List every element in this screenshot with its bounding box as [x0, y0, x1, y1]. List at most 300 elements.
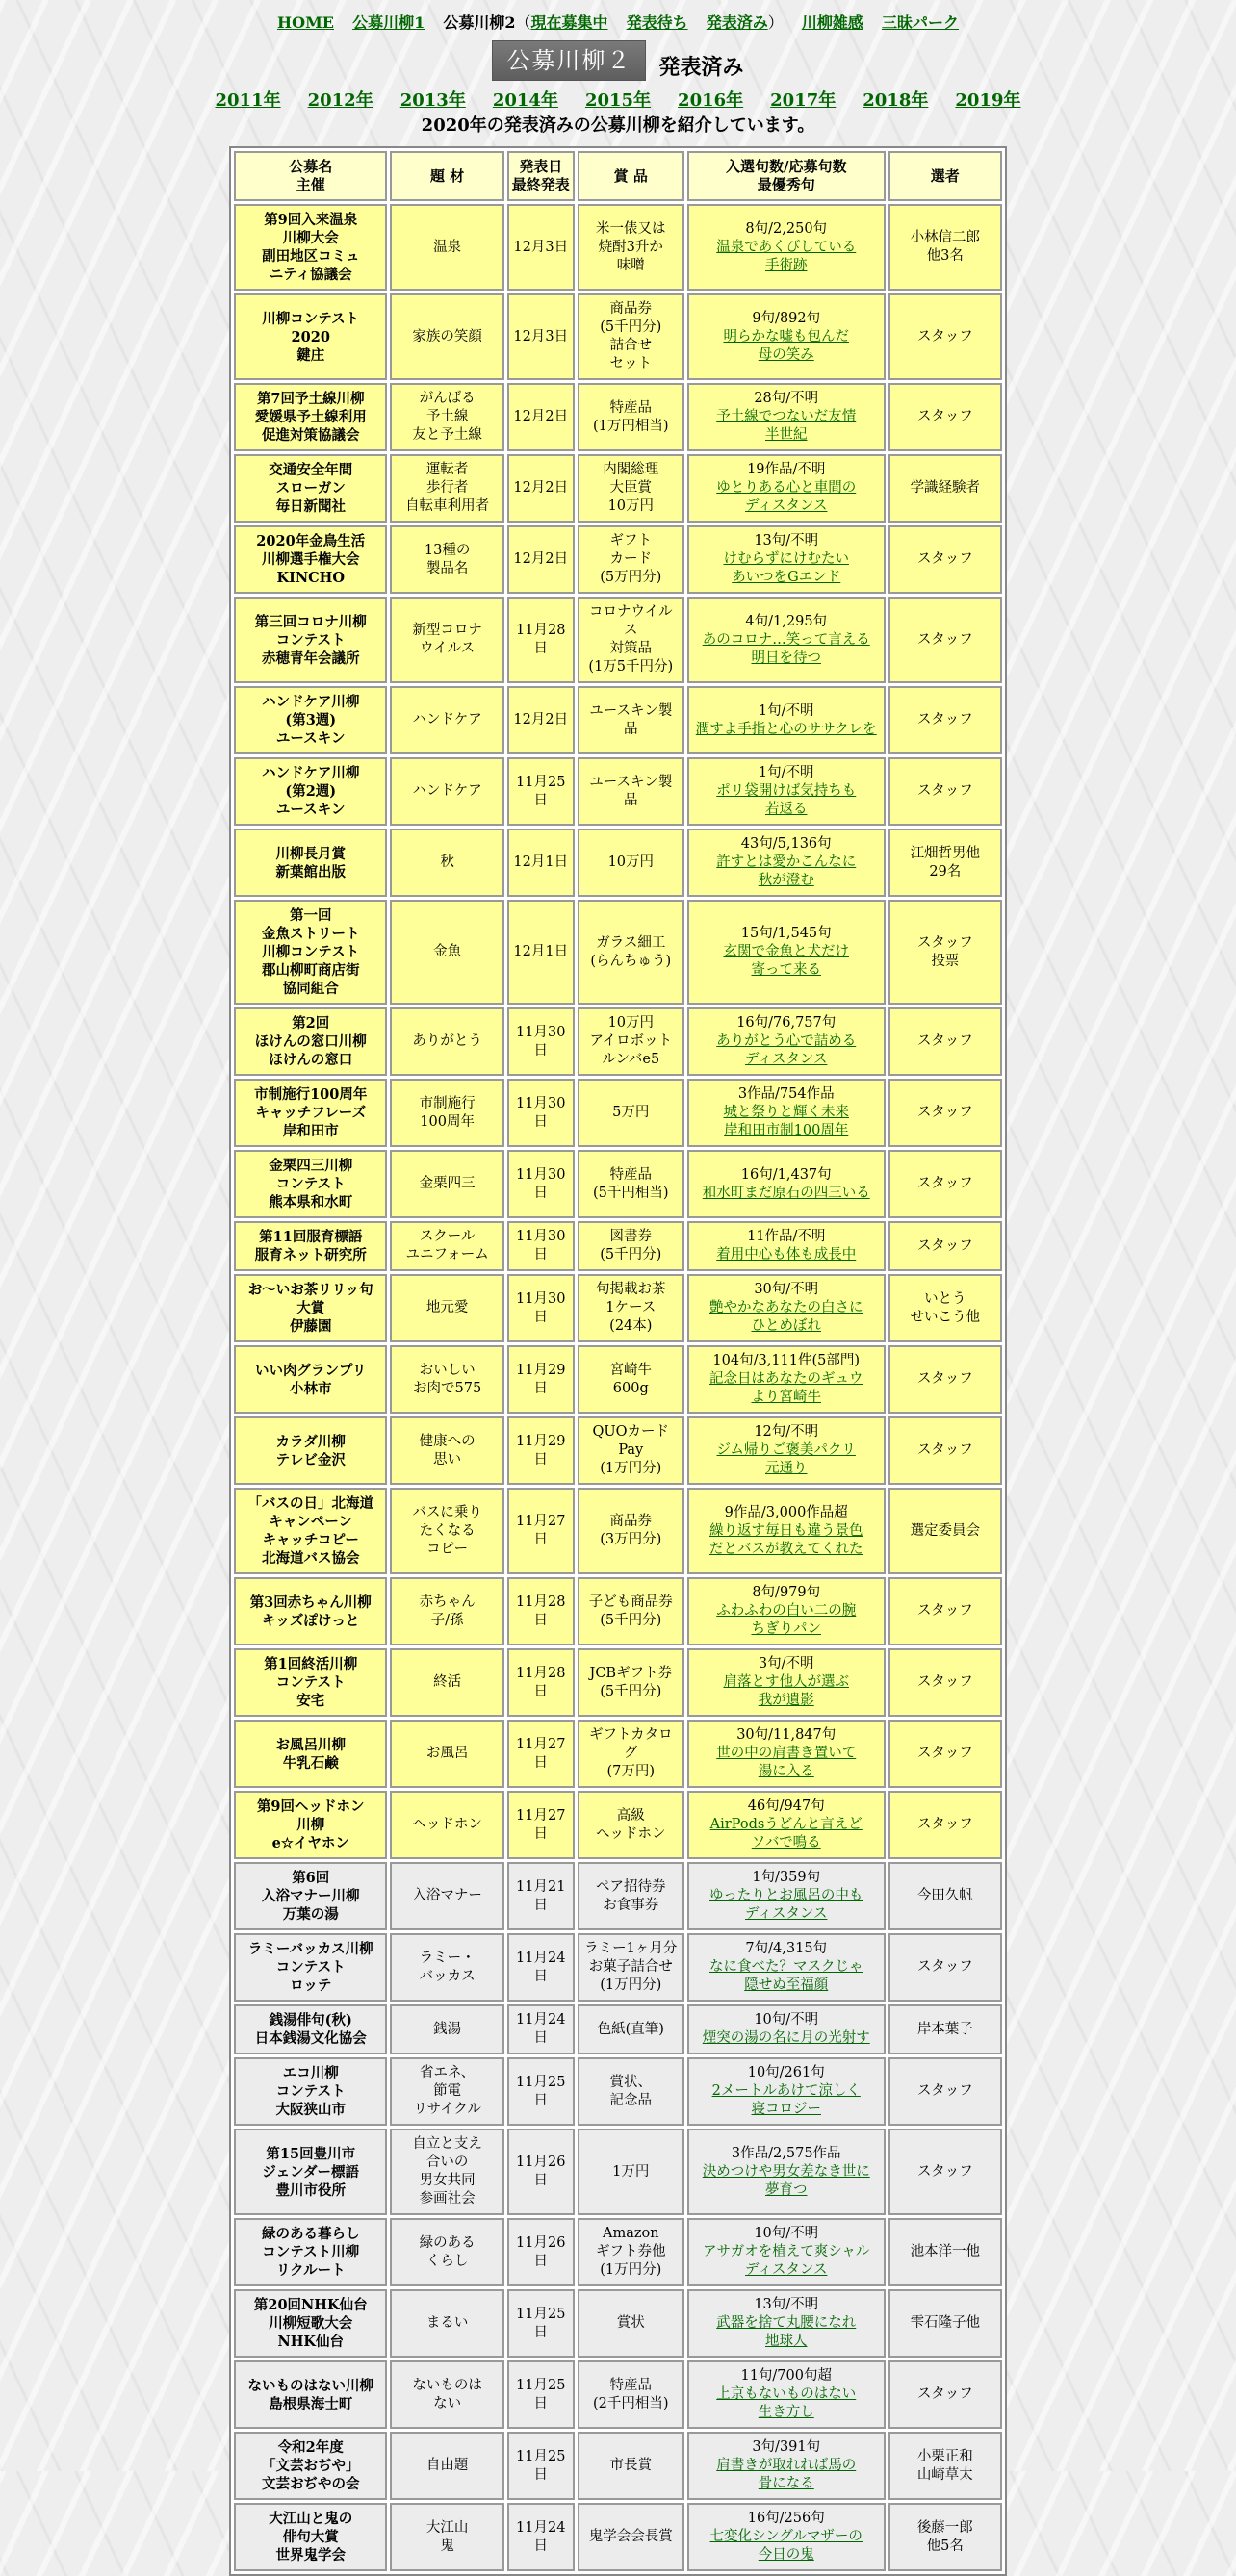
table-row: [234, 757, 1002, 826]
table-row: [234, 829, 1002, 897]
best-verse-line: 2メートルあけて涼しく: [711, 2083, 861, 2099]
year-link[interactable]: 2012年: [307, 90, 373, 111]
cell-line: 賞状、: [609, 2074, 653, 2090]
best-verse-line: 若返る: [764, 802, 808, 817]
judge-cell: [888, 900, 1002, 1005]
cell-line: お風呂川柳: [275, 1736, 346, 1753]
prize-cell: [578, 1274, 684, 1342]
nav-zakkan-link[interactable]: 川柳雑感: [801, 13, 863, 32]
best-verse-link[interactable]: [703, 2244, 869, 2278]
cell-line: スタッフ: [916, 1033, 973, 1049]
cell-line: e☆イヤホン: [271, 1835, 349, 1851]
cell-line: キャンペーン: [269, 1514, 353, 1530]
cell-line: 予土線: [425, 409, 469, 424]
best-verse-link[interactable]: [709, 1959, 863, 1993]
theme-cell: [390, 1488, 503, 1574]
contest-name-cell: [234, 686, 387, 754]
cell-line: (1万5千円分): [588, 659, 674, 675]
nav-announced-link[interactable]: 発表済み: [706, 13, 768, 32]
header-date: 発表日 最終発表: [507, 151, 575, 201]
cell-line: 対策品: [609, 641, 653, 656]
prize-cell: [578, 2129, 684, 2215]
cell-line: 川柳コンテスト: [262, 310, 360, 327]
best-verse-line: 記念日はあなたのギュウ: [708, 1371, 863, 1387]
cell-line: 品: [624, 792, 638, 808]
best-verse-line: けむらずにけむたい: [723, 551, 849, 567]
date-cell: 11月30日: [507, 1150, 575, 1218]
table-row: [234, 2432, 1002, 2500]
cell-line: スタッフ: [916, 1746, 973, 1761]
best-verse-line: 肩落とす他人が選ぶ: [723, 1674, 849, 1690]
entry-count: 12句/不明: [754, 1424, 819, 1440]
judge-cell: [888, 1007, 1002, 1076]
cell-line: 川柳: [296, 1817, 325, 1833]
best-verse-link[interactable]: [723, 1674, 849, 1708]
cell-line: 特産品: [609, 399, 653, 416]
best-verse-link[interactable]: [703, 2030, 870, 2046]
cell-line: がんばる: [419, 391, 476, 406]
year-link[interactable]: 2014年: [492, 90, 558, 111]
cell-line: 交通安全年間: [269, 462, 353, 478]
table-row: [234, 204, 1002, 291]
cell-line: 大臣賞: [609, 480, 653, 496]
cell-line: ルンバe5: [602, 1052, 660, 1067]
header-result: 入選句数/応募句数 最優秀句: [687, 151, 886, 201]
cell-line: スタッフ: [916, 2163, 973, 2180]
date-cell: 12月3日: [507, 204, 575, 291]
year-link[interactable]: 2019年: [955, 90, 1021, 111]
judge-cell: [888, 686, 1002, 754]
best-verse-line: ひとめぼれ: [751, 1318, 821, 1334]
judge-cell: [888, 1577, 1002, 1645]
best-verse-line: 玄関で金魚と犬だけ: [723, 944, 849, 959]
cell-line: 学識経験者: [910, 480, 981, 496]
cell-line: 第7回予土線川柳: [256, 391, 365, 407]
cell-line: お食事券: [603, 1897, 659, 1913]
year-link[interactable]: 2015年: [584, 90, 652, 111]
contest-name-cell: [234, 2360, 387, 2429]
header-theme: 題 材: [390, 151, 503, 201]
cell-line: 宮崎牛: [609, 1362, 653, 1378]
prize-cell: [578, 1150, 684, 1218]
cell-line: バスに乗り: [412, 1504, 482, 1520]
date-cell: 11月30日: [507, 1007, 575, 1076]
judge-cell: [888, 1791, 1002, 1859]
theme-cell: [390, 525, 503, 594]
best-verse-link[interactable]: [709, 1523, 863, 1557]
date-cell: 11月25日: [507, 2057, 575, 2126]
best-verse-link[interactable]: [709, 1300, 863, 1334]
best-verse-line: アサガオを植えて爽シャル: [703, 2244, 870, 2259]
cell-line: スタッフ: [916, 934, 973, 951]
judge-cell: [888, 1345, 1002, 1414]
cell-line: 銭湯: [433, 2021, 462, 2037]
result-cell: [687, 2289, 886, 2358]
judge-cell: [888, 1933, 1002, 2002]
cell-line: 伊藤園: [289, 1318, 332, 1335]
cell-line: 第11回服育標語: [259, 1229, 363, 1245]
year-link[interactable]: 2013年: [399, 90, 466, 111]
theme-cell: [390, 2004, 503, 2054]
result-cell: [687, 2503, 886, 2571]
prize-cell: [578, 2057, 684, 2126]
cell-line: 第9回入来温泉: [264, 212, 358, 228]
entry-count: 9作品/3,000作品超: [724, 1504, 848, 1520]
year-link[interactable]: 2011年: [215, 90, 281, 111]
best-verse-link[interactable]: [703, 2164, 870, 2198]
entry-count: 4句/1,295句: [745, 613, 828, 629]
judge-cell: [888, 1221, 1002, 1271]
best-verse-link[interactable]: [716, 783, 856, 817]
cell-line: 第6回: [292, 1870, 330, 1886]
result-cell: [687, 454, 886, 523]
cell-line: 自立と支え: [412, 2136, 482, 2152]
table-row: [234, 1007, 1002, 1076]
prize-cell: [578, 525, 684, 594]
contest-name-cell: [234, 293, 387, 380]
cell-line: スタッフ: [916, 712, 973, 727]
cell-line: コンテスト: [275, 1959, 346, 1976]
best-verse-line: 上京もないものはない: [716, 2386, 857, 2402]
cell-line: キャッチコピー: [262, 1532, 359, 1548]
cell-line: ロッテ: [290, 1977, 332, 1994]
cell-line: ヘッドホン: [596, 1825, 666, 1842]
cell-line: (5千円分): [600, 1683, 662, 1699]
best-verse-link[interactable]: [716, 2458, 856, 2491]
best-verse-link[interactable]: [723, 551, 849, 585]
table-row: [234, 2360, 1002, 2429]
cell-line: いい肉グランプリ: [255, 1362, 367, 1379]
cell-line: 市長賞: [609, 2458, 653, 2473]
contest-name-cell: [234, 1345, 387, 1414]
entry-count: 10句/不明: [754, 2012, 819, 2028]
cell-line: 参画社会: [419, 2191, 476, 2206]
cell-line: ラミー・: [419, 1950, 476, 1966]
cell-line: (1万円相当): [593, 418, 669, 434]
best-verse-link[interactable]: [716, 2386, 856, 2420]
cell-line: 大江山と鬼の: [269, 2511, 353, 2527]
table-row: [234, 383, 1002, 451]
cell-line: せいこう他: [910, 1309, 981, 1325]
cell-line: 詰合せ: [609, 338, 653, 353]
prize-cell: [578, 2360, 684, 2429]
judge-cell: [888, 2004, 1002, 2054]
judge-cell: [888, 757, 1002, 826]
cell-line: 川柳大会: [282, 230, 339, 246]
best-verse-link[interactable]: [716, 1603, 856, 1637]
theme-cell: [390, 1079, 503, 1147]
judge-cell: [888, 2432, 1002, 2500]
best-verse-link[interactable]: [716, 240, 856, 273]
nav-zanmai-link[interactable]: 三昧パーク: [881, 13, 959, 32]
contest-name-cell: [234, 1150, 387, 1218]
cell-line: ハンドケア: [412, 783, 482, 799]
judge-cell: [888, 2289, 1002, 2358]
cell-line: たくなる: [419, 1522, 476, 1539]
best-verse-link[interactable]: [723, 944, 849, 978]
entry-count: 8句/2,250句: [745, 220, 828, 237]
best-verse-link[interactable]: [723, 329, 849, 363]
date-cell: 12月2日: [507, 525, 575, 594]
entry-count: 28句/不明: [754, 391, 819, 406]
date-cell: 11月30日: [507, 1221, 575, 1271]
best-verse-link[interactable]: [716, 1746, 856, 1779]
contest-name-cell: [234, 2218, 387, 2286]
best-verse-link[interactable]: [716, 1247, 856, 1262]
cell-line: ヘッドホン: [412, 1817, 482, 1832]
title-row: [0, 40, 1236, 83]
result-cell: [687, 829, 886, 897]
result-cell: [687, 1007, 886, 1076]
year-links: [0, 87, 1236, 110]
best-verse-line: 手術跡: [764, 257, 808, 273]
cell-line: ないものは: [412, 2377, 482, 2393]
table-row: [234, 2218, 1002, 2286]
best-verse-link[interactable]: [710, 1817, 863, 1850]
table-row: [234, 1933, 1002, 2002]
cell-line: 市制施行100周年: [254, 1086, 368, 1103]
table-row: [234, 1416, 1002, 1485]
best-verse-line: 寝コロジー: [751, 2102, 821, 2117]
entry-count: 11句/700句超: [740, 2368, 832, 2384]
best-verse-line: 隠せぬ至福顔: [744, 1977, 829, 1993]
theme-cell: [390, 686, 503, 754]
best-verse-link[interactable]: [709, 1371, 863, 1405]
cell-line: おいしい: [419, 1362, 476, 1378]
cell-line: 第15回豊川市: [266, 2145, 356, 2162]
table-row: [234, 1862, 1002, 1930]
year-link[interactable]: 2016年: [678, 90, 744, 111]
date-cell: 12月2日: [507, 686, 575, 754]
best-verse-link[interactable]: [709, 1888, 863, 1922]
judge-cell: [888, 1274, 1002, 1342]
cell-line: (5万円分): [600, 570, 662, 585]
best-verse-line: 母の笑み: [758, 346, 814, 363]
result-cell: [687, 293, 886, 380]
best-verse-line: ポリ袋開けば気持ちも: [716, 783, 857, 799]
cell-line: 第1回終活川柳: [264, 1656, 358, 1672]
cell-line: コンテスト: [275, 631, 346, 649]
result-cell: [687, 2004, 886, 2054]
best-verse-link[interactable]: [716, 480, 856, 514]
best-verse-line: なに食べた？マスクじゃ: [708, 1959, 863, 1975]
cell-line: グ: [624, 1746, 638, 1761]
prize-cell: [578, 1933, 684, 2002]
nav-recruiting-link[interactable]: 現在募集中: [530, 13, 608, 32]
theme-cell: [390, 2289, 503, 2358]
cell-line: くらし: [425, 2253, 469, 2269]
best-verse-line: 夢育つ: [764, 2181, 808, 2198]
cell-line: 副田地区コミュ: [262, 248, 360, 265]
cell-line: 健康への: [419, 1433, 476, 1449]
entry-count: 10句/261句: [747, 2065, 825, 2080]
best-verse-line: 岸和田市制100周年: [724, 1123, 849, 1138]
cell-line: 北海道バス協会: [261, 1550, 360, 1567]
cell-line: 新型コロナ: [412, 623, 482, 638]
best-verse-line: 生き方し: [758, 2405, 814, 2420]
entry-count: 10句/不明: [754, 2226, 819, 2241]
cell-line: スローガン: [275, 480, 346, 497]
cell-line: 13種の: [424, 542, 471, 558]
table-row: [234, 900, 1002, 1005]
theme-cell: [390, 1933, 503, 2002]
theme-cell: [390, 1274, 503, 1342]
theme-cell: [390, 1577, 503, 1645]
cell-line: 第一回: [289, 907, 332, 924]
contest-name-cell: [234, 1416, 387, 1485]
cell-line: お～いお茶リリッ句: [247, 1282, 373, 1298]
best-verse-line: 骨になる: [758, 2476, 814, 2491]
table-row: [234, 1274, 1002, 1342]
cell-line: スタッフ: [916, 1371, 973, 1387]
best-verse-link[interactable]: [703, 1186, 870, 1201]
cell-line: 男女共同: [419, 2173, 476, 2188]
entry-count: 104句/3,111件(5部門): [712, 1353, 861, 1368]
cell-line: 「文芸おぢや」: [261, 2458, 360, 2474]
entry-count: 1句/不明: [758, 765, 814, 780]
cell-line: 子/孫: [430, 1612, 464, 1628]
date-cell: 12月3日: [507, 293, 575, 380]
cell-line: 内閣総理: [603, 462, 659, 477]
cell-line: 大江山: [425, 2519, 469, 2536]
cell-line: QUOカード: [592, 1424, 670, 1440]
cell-line: ハンドケア川柳: [262, 765, 360, 781]
year-link[interactable]: 2017年: [770, 90, 837, 111]
judge-cell: [888, 1079, 1002, 1147]
cell-line: 合いの: [425, 2155, 469, 2170]
cell-line: 特産品: [609, 2377, 653, 2393]
entry-count: 3句/391句: [752, 2439, 821, 2455]
best-verse-line: 城と祭りと輝く未来: [723, 1105, 849, 1120]
theme-cell: [390, 2360, 503, 2429]
cell-line: (1万円分): [600, 1977, 662, 1993]
cell-line: 第20回NHK仙台: [253, 2297, 368, 2313]
result-cell: [687, 2129, 886, 2215]
best-verse-link[interactable]: [716, 1033, 856, 1067]
cell-line: 金魚ストリート: [261, 926, 360, 942]
cell-line: コピー: [426, 1541, 469, 1557]
best-verse-link[interactable]: [717, 1442, 856, 1476]
cell-line: 豊川市役所: [275, 2181, 346, 2199]
best-verse-line: 半世紀: [764, 427, 808, 443]
prize-cell: [578, 454, 684, 523]
best-verse-link[interactable]: [716, 409, 856, 443]
prize-cell: [578, 2218, 684, 2286]
contest-name-cell: [234, 1488, 387, 1574]
entry-count: 16句/1,437句: [740, 1166, 832, 1183]
cell-line: お菓子詰合せ: [588, 1959, 673, 1975]
cell-line: 赤ちゃん: [419, 1594, 476, 1610]
date-cell: 11月24日: [507, 1933, 575, 2002]
cell-line: ペア招待券: [596, 1878, 666, 1895]
date-cell: 11月21日: [507, 1862, 575, 1930]
prize-cell: [578, 1007, 684, 1076]
theme-cell: [390, 454, 503, 523]
year-link[interactable]: 2018年: [863, 90, 929, 111]
contest-name-cell: [234, 1007, 387, 1076]
nav-home-link[interactable]: HOME: [277, 13, 334, 32]
table-row: [234, 1648, 1002, 1717]
cell-line: ユースキン: [275, 730, 346, 747]
cell-line: 島根県海士町: [269, 2395, 353, 2412]
result-cell: [687, 757, 886, 826]
cell-line: 安宅: [296, 1693, 325, 1709]
nav-waiting-link[interactable]: 発表待ち: [626, 13, 688, 32]
best-verse-link[interactable]: [703, 632, 870, 666]
best-verse-line: 湯に入る: [758, 1764, 814, 1779]
judge-cell: [888, 597, 1002, 683]
best-verse-link[interactable]: [696, 722, 877, 737]
best-verse-line: 肩書きが取れれば馬の: [716, 2458, 857, 2473]
cell-line: コンテスト: [275, 2083, 346, 2100]
best-verse-line: AirPodsうどんと言えど: [709, 1817, 863, 1832]
best-verse-link[interactable]: [716, 2315, 856, 2349]
best-verse-link[interactable]: [710, 2529, 863, 2563]
prize-cell: [578, 1079, 684, 1147]
contest-name-cell: [234, 1274, 387, 1342]
best-verse-line: 明らかな嘘も包んだ: [723, 328, 849, 344]
cell-line: 省エネ、: [420, 2065, 476, 2080]
cell-line: スタッフ: [916, 2386, 973, 2402]
cell-line: ユースキン: [275, 802, 346, 818]
cell-line: スタッフ: [916, 1442, 973, 1458]
best-verse-line: 武器を捨て丸腰になれ: [716, 2315, 857, 2331]
prize-cell: [578, 1345, 684, 1414]
cell-line: ギフト券他: [596, 2244, 666, 2259]
best-verse-line: ありがとう心で詰める: [716, 1033, 857, 1049]
cell-line: 29名: [929, 863, 962, 880]
best-verse-link[interactable]: [716, 854, 856, 888]
cell-line: (第3週): [285, 712, 337, 728]
cell-line: 第2回: [292, 1015, 330, 1032]
cell-line: 入浴マナー川柳: [261, 1888, 360, 1904]
cell-line: 味噌: [616, 257, 645, 273]
nav-open-paren: （: [515, 13, 531, 32]
cell-line: (5千円分): [600, 319, 662, 335]
cell-line: 子ども商品券: [588, 1594, 673, 1610]
best-verse-link[interactable]: [723, 1105, 849, 1138]
prize-cell: [578, 2503, 684, 2571]
nav-senryu1-link[interactable]: 公募川柳1: [352, 13, 425, 32]
result-cell: [687, 1079, 886, 1147]
cell-line: 「バスの日」北海道: [247, 1495, 373, 1512]
best-verse-link[interactable]: [712, 2083, 861, 2117]
theme-cell: [390, 2503, 503, 2571]
cell-line: 思い: [433, 1451, 462, 1467]
best-verse-line: 和水町まだ原石の四三いる: [702, 1185, 870, 1201]
cell-line: 川柳選手権大会: [261, 551, 360, 568]
table-row: [234, 686, 1002, 754]
result-cell: [687, 1577, 886, 1645]
cell-line: 10万円: [607, 1015, 655, 1031]
cell-line: ユースキン製: [589, 702, 673, 719]
cell-line: 商品券: [609, 301, 653, 317]
cell-line: 熊本県和水町: [269, 1194, 353, 1211]
prize-cell: [578, 204, 684, 291]
theme-cell: [390, 1791, 503, 1859]
cell-line: ユースキン製: [589, 774, 673, 790]
cell-line: スタッフ: [916, 551, 973, 567]
prize-cell: [578, 383, 684, 451]
cell-line: 日本銭湯文化協会: [254, 2030, 367, 2047]
contest-name-cell: [234, 1720, 387, 1788]
cell-line: 5万円: [612, 1105, 650, 1120]
cell-line: ありがとう: [412, 1033, 482, 1049]
cell-line: コンテスト川柳: [262, 2244, 360, 2260]
judge-cell: [888, 454, 1002, 523]
cell-line: 品: [624, 721, 638, 737]
cell-line: スタッフ: [916, 631, 973, 648]
